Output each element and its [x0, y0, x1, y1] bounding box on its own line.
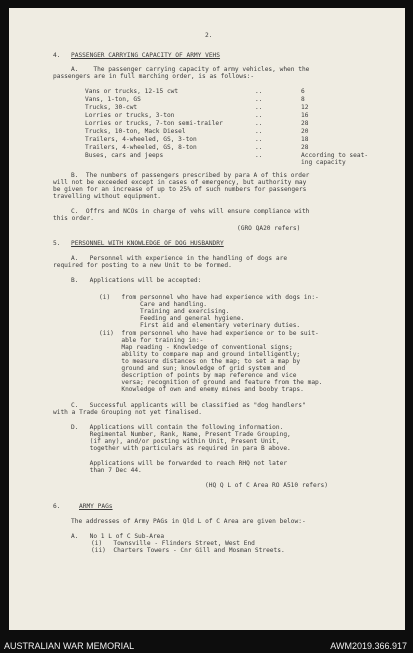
- vehicle-name: Buses, cars and jeeps: [85, 152, 164, 159]
- section-5-reference: (HQ Q L of C Area RO A510 refers): [205, 482, 328, 489]
- section-4-para-b-line-3: be given for an increase of up to 25% of such numbers for passengers: [53, 186, 307, 193]
- section-5-para-d-line-2: Regimental Number, Rank, Name, Present Trade Grouping,: [71, 431, 291, 438]
- section-5-item-i-line-3: Training and exercising.: [99, 308, 230, 315]
- vehicle-capacity: 28: [301, 144, 309, 151]
- vehicle-dots: ..: [255, 128, 263, 135]
- vehicle-name: Trailers, 4-wheeled, GS, 3-ton: [85, 136, 197, 143]
- section-5-item-ii-line-2: able for training in:-: [99, 337, 204, 344]
- section-4-para-c-line-2: this order.: [53, 215, 94, 222]
- vehicle-capacity: According to seat-: [301, 152, 369, 159]
- section-6-address-line: (i) Townsville - Flinders Street, West End: [91, 540, 255, 547]
- vehicle-capacity: 12: [301, 104, 309, 111]
- section-4-reference: (GRO QA20 refers): [237, 225, 301, 232]
- vehicle-capacity: 16: [301, 112, 309, 119]
- section-5-item-ii-line-6: ground and sun; knowledge of grid system and: [99, 365, 286, 372]
- section-4-para-b-line-4: travelling without equipment.: [53, 193, 162, 200]
- section-5-item-i-line-4: Feeding and general hygiene.: [99, 315, 245, 322]
- vehicle-capacity: 20: [301, 128, 309, 135]
- section-5-item-ii-line-8: versa; recognition of ground and feature from the map.: [99, 379, 323, 386]
- section-6-address-line: (ii) Charters Towers - Cnr Gill and Mosman Streets.: [91, 547, 285, 554]
- vehicle-dots: ..: [255, 120, 263, 127]
- section-5-heading: PERSONNEL WITH KNOWLEDGE OF DOG HUSBANDRY: [71, 240, 224, 247]
- section-5-item-i-line-2: Care and handling.: [99, 301, 208, 308]
- section-5-item-ii-line-3: Map reading - Knowledge of conventional signs;: [99, 344, 293, 351]
- vehicle-name: Trucks, 30-cwt: [85, 104, 138, 111]
- vehicle-dots: ..: [255, 112, 263, 119]
- vehicle-dots: ..: [255, 152, 263, 159]
- vehicle-dots: ..: [255, 96, 263, 103]
- section-5-para-b: B. Applications will be accepted:: [71, 277, 202, 284]
- vehicle-capacity: 6: [301, 88, 305, 95]
- section-5-para-d2-line-2: than 7 Dec 44.: [71, 467, 142, 474]
- vehicle-name: Trailers, 4-wheeled, GS, 8-ton: [85, 144, 197, 151]
- section-5-para-d-line-4: together with particulars as required in para B above.: [71, 445, 291, 452]
- vehicle-dots: ..: [255, 144, 263, 151]
- section-5-para-a-line-2: required for posting to a new Unit to be formed.: [53, 262, 232, 269]
- section-5-para-d-line-1: D. Applications will contain the following information.: [71, 424, 284, 431]
- section-4-para-b-line-1: B. The numbers of passengers prescribed by para A of this order: [71, 172, 310, 179]
- page-number: 2.: [205, 32, 213, 39]
- section-4-para-b-line-2: will not be exceeded except in cases of emergency, but authority may: [53, 179, 307, 186]
- section-5-item-i-line-1: (i) from personnel who have had experience with dogs in:-: [99, 294, 319, 301]
- section-5-item-ii-line-9: Knowledge of own and enemy mines and booby traps.: [99, 386, 304, 393]
- section-6-number: 6.: [53, 503, 61, 510]
- section-4-para-a-line-2: passengers are in full marching order, is as follows:-: [53, 73, 255, 80]
- vehicle-dots: ..: [255, 136, 263, 143]
- section-6-intro: The addresses of Army PAGs in Qld L of C Area are given below:-: [71, 518, 306, 525]
- section-4-para-c-line-1: C. Offrs and NCOs in charge of vehs will ensure compliance with: [71, 208, 310, 215]
- section-5-item-ii-line-7: description of points by map reference and vice: [99, 372, 297, 379]
- footer-accession-number: AWM2019.366.917: [330, 641, 407, 651]
- section-5-para-d-line-3: (if any), and/or posting within Unit, Present Unit,: [71, 438, 280, 445]
- vehicle-name: Lorries or trucks, 7-ton semi-trailer: [85, 120, 223, 127]
- section-5-item-ii-line-1: (ii) from personnel who have had experience or to be suit-: [99, 330, 319, 337]
- vehicle-capacity: 18: [301, 136, 309, 143]
- section-6-heading: ARMY PAGs: [79, 503, 113, 510]
- section-4-para-a-line-1: A. The passenger carrying capacity of army vehicles, when the: [71, 66, 310, 73]
- vehicle-name: Vans or trucks, 12-15 cwt: [85, 88, 179, 95]
- section-5-para-c-line-2: with a Trade Grouping not yet finalised.: [53, 409, 203, 416]
- vehicle-name: Vans, 1-ton, GS: [85, 96, 141, 103]
- section-5-item-ii-line-4: ability to compare map and ground intelligently;: [99, 351, 301, 358]
- section-5-item-i-line-5: First aid and elementary veterinary duties.: [99, 322, 301, 329]
- vehicle-capacity-continued: ing capacity: [301, 159, 346, 166]
- section-4-heading: PASSENGER CARRYING CAPACITY OF ARMY VEHS: [71, 52, 221, 59]
- footer-institution: AUSTRALIAN WAR MEMORIAL: [4, 641, 135, 651]
- vehicle-name: Lorries or trucks, 3-ton: [85, 112, 175, 119]
- section-5-number: 5.: [53, 240, 61, 247]
- vehicle-dots: ..: [255, 88, 263, 95]
- vehicle-dots: ..: [255, 104, 263, 111]
- section-5-item-ii-line-5: to measure distances on the map; to set a map by: [99, 358, 301, 365]
- section-4-number: 4.: [53, 52, 61, 59]
- section-5-para-d2-line-1: Applications will be forwarded to reach RHQ not later: [71, 460, 288, 467]
- vehicle-capacity: 8: [301, 96, 305, 103]
- section-5-para-a-line-1: A. Personnel with experience in the handling of dogs are: [71, 255, 288, 262]
- vehicle-name: Trucks, 10-ton, Mack Diesel: [85, 128, 186, 135]
- section-6-sub-area: A. No 1 L of C Sub-Area: [71, 533, 165, 540]
- section-5-para-c-line-1: C. Successful applicants will be classified as "dog handlers": [71, 402, 306, 409]
- document-page: [9, 8, 405, 630]
- vehicle-capacity: 28: [301, 120, 309, 127]
